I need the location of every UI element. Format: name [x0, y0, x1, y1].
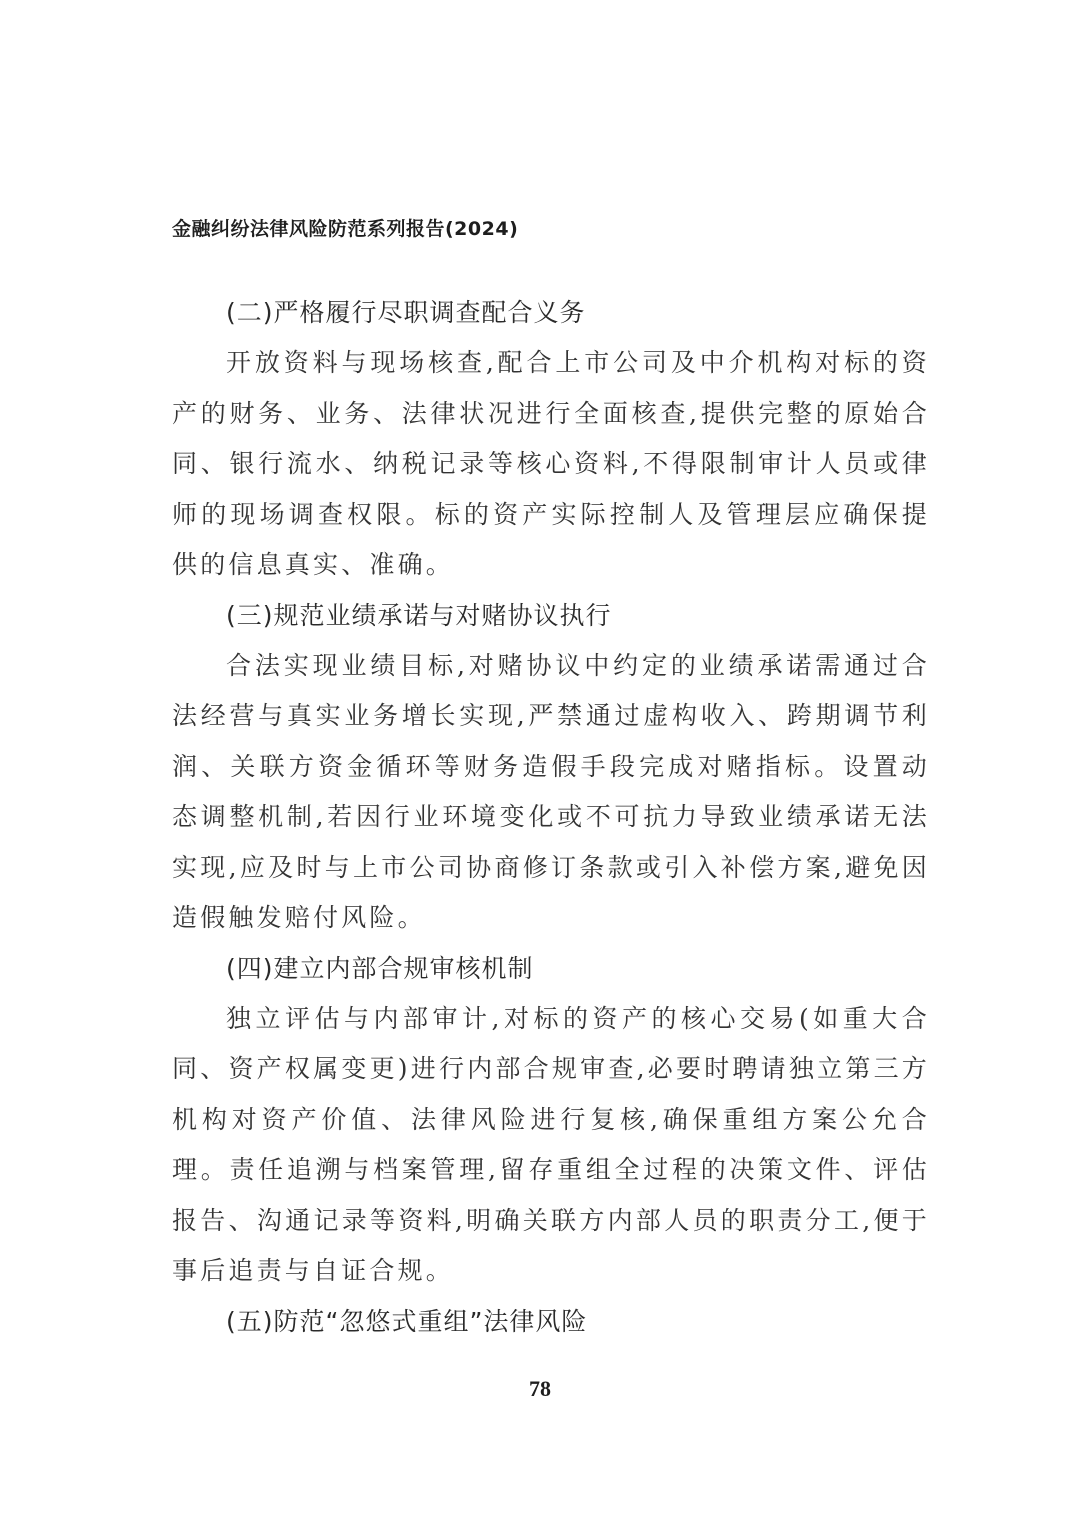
page-body	[172, 288, 930, 1347]
section-heading-5: (五)防范“忽悠式重组”法律风险	[226, 1306, 588, 1336]
running-header-title: 金融纠纷法律风险防范系列报告(2024)	[172, 218, 519, 240]
section-heading-3: (三)规范业绩承诺与对赌协议执行	[226, 600, 612, 630]
section-paragraph-4: 独立评估与内部审计,对标的资产的核心交易(如重大合同、资产权属变更)进行内部合规审查,必要时聘请独立第三方机构对资产价值、法律风险进行复核,确保重组方案公允合理。责任追溯与档案管理,留存重组全过程的决策文件、评估报告、沟通记录等资料,明确关联方内部人员的职责分工,便于事后追责与自证合规。	[172, 1003, 930, 1285]
section-heading-4: (四)建立内部合规审核机制	[226, 953, 534, 983]
section-paragraph-2: 开放资料与现场核查,配合上市公司及中介机构对标的资产的财务、业务、法律状况进行全面核查,提供完整的原始合同、银行流水、纳税记录等核心资料,不得限制审计人员或律师的现场调查权限。标的资产实际控制人及管理层应确保提供的信息真实、准确。	[172, 348, 930, 579]
section-heading-2: (二)严格履行尽职调查配合义务	[226, 298, 586, 327]
section-paragraph-3: 合法实现业绩目标,对赌协议中约定的业绩承诺需通过合法经营与真实业务增长实现,严禁通过虚构收入、跨期调节利润、关联方资金循环等财务造假手段完成对赌指标。设置动态调整机制,若因行业环境变化或不可抗力导致业绩承诺无法实现,应及时与上市公司协商修订条款或引入补偿方案,避免因造假触发赔付风险。	[172, 650, 930, 932]
page-number: 78	[529, 1376, 551, 1401]
